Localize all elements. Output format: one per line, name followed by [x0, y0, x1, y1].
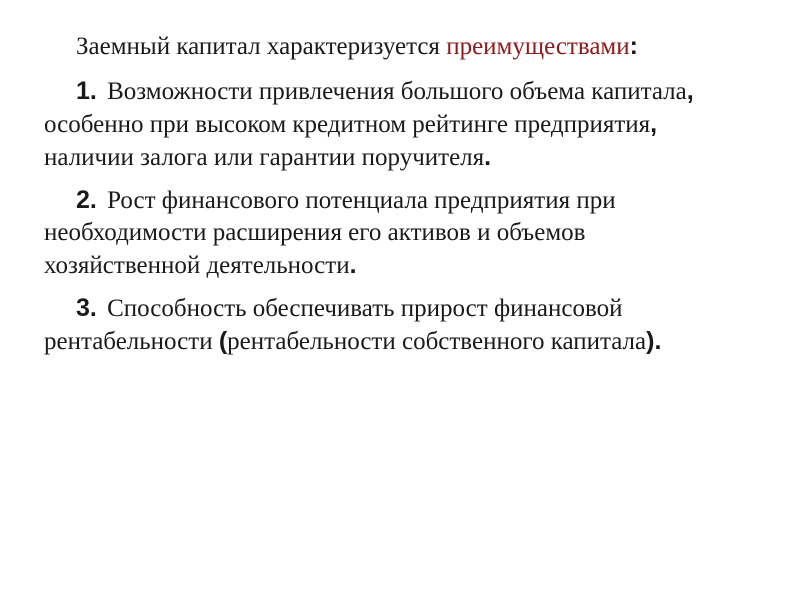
advantage-number-3: 3. — [76, 294, 97, 322]
advantage-end-3: . — [654, 327, 662, 355]
advantage-item-3 — [44, 292, 724, 358]
advantage-end-2: . — [349, 251, 357, 279]
intro-highlight: преимуществами — [446, 33, 630, 60]
advantage-item-2 — [44, 184, 724, 282]
advantage-text-3b: рентабельности собственного капитала — [227, 328, 647, 355]
advantage-item-1 — [44, 75, 724, 174]
advantage-number-2: 2. — [76, 186, 97, 214]
advantage-number-1: 1. — [76, 77, 97, 105]
advantage-text-3a: Способность обеспечивать прирост финансовой рентабельности — [44, 295, 623, 355]
intro-paragraph — [44, 31, 724, 62]
advantage-text-1c: наличии залога или гарантии поручителя — [44, 144, 485, 171]
advantage-text-1a: Возможности привлечения большого объема капитала — [107, 78, 687, 105]
advantage-paren-open-3: ( — [218, 327, 228, 355]
intro-colon: : — [629, 32, 638, 60]
advantage-paren-close-3: ) — [646, 327, 655, 355]
advantage-text-2: Рост финансового потенциала предприятия при необходимости расширения его активов и объемов хозяйственной деятельности — [44, 187, 616, 279]
advantage-text-1b: особенно при высоком кредитном рейтинге предприятия — [44, 111, 651, 138]
intro-text: Заемный капитал характеризуется — [76, 33, 440, 60]
advantage-comma-1a: , — [686, 77, 694, 105]
slide-content — [44, 31, 724, 368]
advantage-comma-1b: , — [650, 110, 658, 138]
advantage-end-1: . — [484, 143, 492, 171]
